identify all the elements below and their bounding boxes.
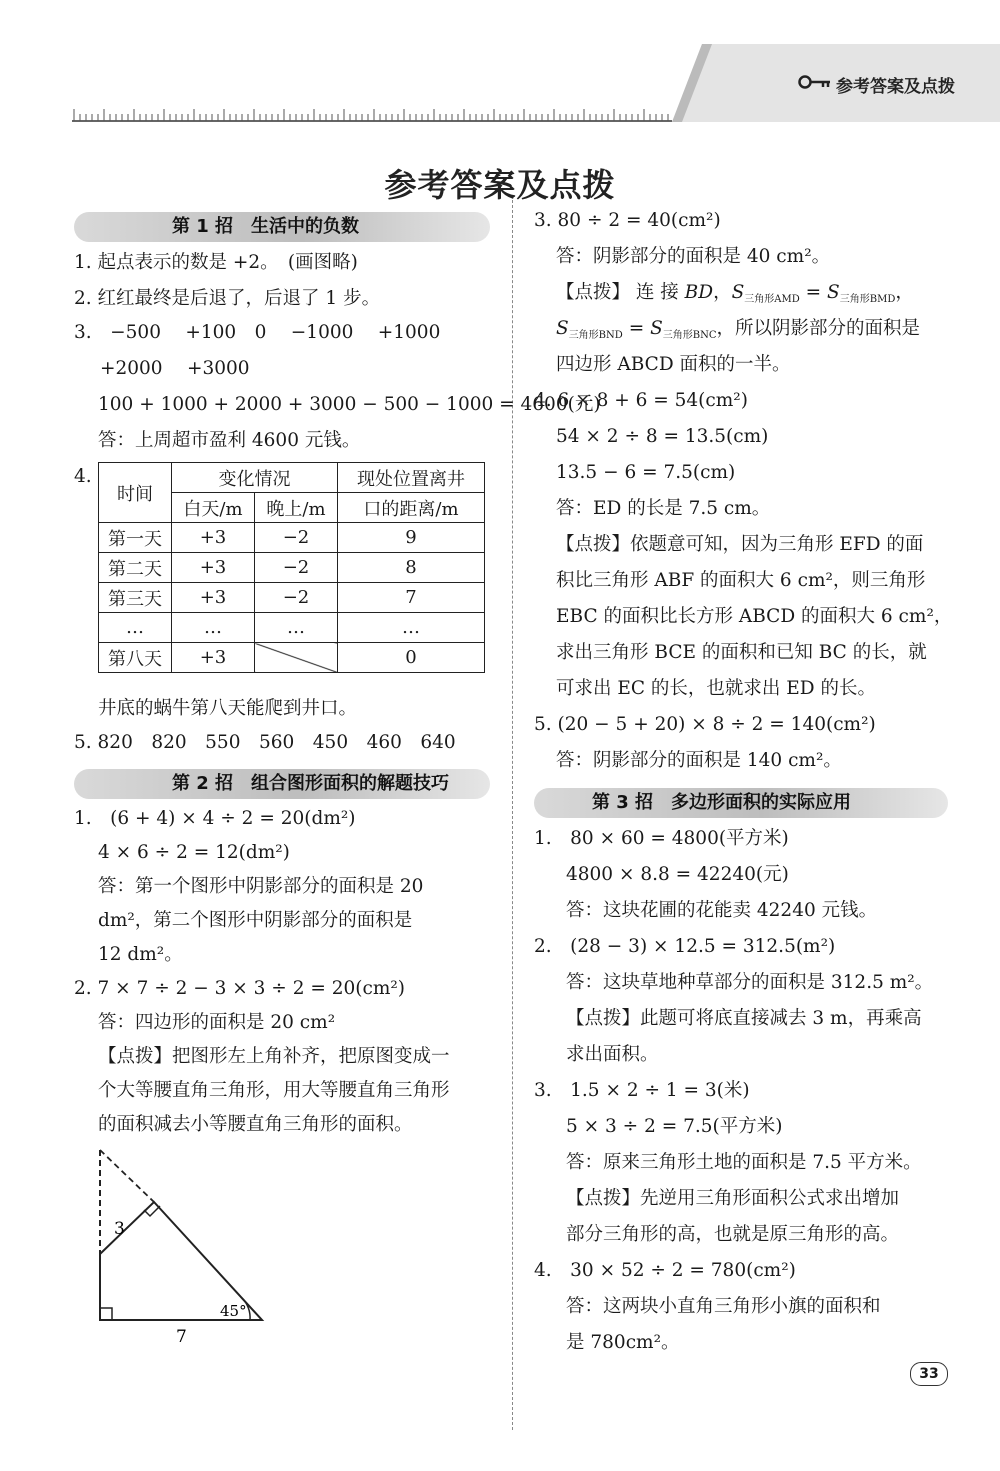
text-line: dm²，第二个图形中阴影部分的面积是	[98, 910, 413, 931]
page-number: 33	[910, 1362, 948, 1386]
text-line: 积比三角形 ABF 的面积大 6 cm²，则三角形	[556, 570, 926, 591]
text-line: 3. 1.5 × 2 ÷ 1 = 3(米)	[534, 1080, 750, 1101]
key-icon	[798, 74, 832, 90]
table-cell: 9	[338, 523, 485, 553]
table-cell: …	[172, 613, 255, 643]
text-line: 3. 80 ÷ 2 = 40(cm²)	[534, 210, 721, 231]
table-header: 变化情况	[172, 463, 338, 493]
section-header-3: 第 3 招 多边形面积的实际应用	[534, 788, 948, 818]
text-line: 答：第一个图形中阴影部分的面积是 20	[98, 876, 424, 897]
table-cell: 7	[338, 583, 485, 613]
text-line: 2. 7 × 7 ÷ 2 − 3 × 3 ÷ 2 = 20(cm²)	[74, 978, 406, 999]
table-header: 晚上/m	[255, 493, 338, 523]
text-line: 答：阴影部分的面积是 140 cm²。	[556, 750, 842, 771]
table-row	[99, 523, 485, 553]
text-line: 部分三角形的高，也就是原三角形的高。	[566, 1224, 900, 1245]
table-row	[99, 553, 485, 583]
table-cell: −2	[255, 523, 338, 553]
text-line: 4.	[74, 466, 92, 487]
text-line: 个大等腰直角三角形，用大等腰直角三角形	[98, 1080, 450, 1101]
text-line: 【点拨】此题可将底直接减去 3 m，再乘高	[566, 1008, 922, 1029]
table-header: 现处位置离井	[338, 463, 485, 493]
table-cell: +3	[172, 583, 255, 613]
table-cell: −2	[255, 553, 338, 583]
text-line: 3. −500 +100 0 −1000 +1000	[74, 322, 441, 343]
text-line: 井底的蜗牛第八天能爬到井口。	[98, 698, 358, 719]
text-line: 2. 红红最终是后退了，后退了 1 步。	[74, 288, 381, 309]
table-cell: …	[99, 613, 172, 643]
table-row	[99, 643, 485, 673]
table-cell: 第二天	[99, 553, 172, 583]
text-line: 13.5 − 6 = 7.5(cm)	[556, 462, 736, 483]
text-line: 答：原来三角形土地的面积是 7.5 平方米。	[566, 1152, 922, 1173]
text-line: 100 + 1000 + 2000 + 3000 − 500 − 1000 = 4600(元)	[98, 394, 601, 415]
text-line: $S_{三角形BND} = S_{三角形BNC}$，所以阴影部分的面积是	[556, 318, 921, 341]
section-header-2: 第 2 招 组合图形面积的解题技巧	[74, 769, 490, 799]
table-cell: 第一天	[99, 523, 172, 553]
text-line: 2. (28 − 3) × 12.5 = 312.5(m²)	[534, 936, 836, 957]
section-header-1: 第 1 招 生活中的负数	[74, 212, 490, 242]
text-line: 5 × 3 ÷ 2 = 7.5(平方米)	[566, 1116, 783, 1137]
table-header: 口的距离/m	[338, 493, 485, 523]
text-line: 答：这两块小直角三角形小旗的面积和	[566, 1296, 881, 1317]
table-cell: +3	[172, 553, 255, 583]
text-line: 答：这块草地种草部分的面积是 312.5 m²。	[566, 972, 934, 993]
text-line: 12 dm²。	[98, 944, 183, 965]
diagonal-cell	[255, 643, 338, 673]
text-line: 4 × 6 ÷ 2 = 12(dm²)	[98, 842, 290, 863]
text-line: 【点拨】先逆用三角形面积公式求出增加	[566, 1188, 900, 1209]
text-line: 是 780cm²。	[566, 1332, 680, 1353]
text-line: 【点拨】 连 接 BD，$S_{三角形AMD} = S_{三角形BMD}$，	[556, 282, 914, 305]
table-header: 时间	[99, 463, 172, 523]
text-line: 54 × 2 ÷ 8 = 13.5(cm)	[556, 426, 769, 447]
header-title: 参考答案及点拨	[836, 77, 955, 97]
ruler-decoration	[72, 104, 672, 122]
text-line: 答：阴影部分的面积是 40 cm²。	[556, 246, 831, 267]
text-line: 答：ED 的长是 7.5 cm。	[556, 498, 771, 519]
text-line: +2000 +3000	[100, 358, 250, 379]
text-line: 求出三角形 BCE 的面积和已知 BC 的长，就	[556, 642, 927, 663]
figure-label: 7	[176, 1327, 187, 1344]
text-line: 答：上周超市盈利 4600 元钱。	[98, 430, 361, 451]
text-line: 4. 6 × 8 + 6 = 54(cm²)	[534, 390, 748, 411]
table-cell: +3	[172, 523, 255, 553]
text-line: 答：四边形的面积是 20 cm²	[98, 1012, 336, 1033]
text-line: 4. 30 × 52 ÷ 2 = 780(cm²)	[534, 1260, 796, 1281]
text-line: 4800 × 8.8 = 42240(元)	[566, 864, 789, 885]
column-divider	[512, 200, 513, 1430]
table-cell: …	[338, 613, 485, 643]
page-title: 参考答案及点拨	[384, 166, 616, 204]
table-cell: 第三天	[99, 583, 172, 613]
table-row	[99, 613, 485, 643]
text-line: 的面积减去小等腰直角三角形的面积。	[98, 1114, 413, 1135]
figure-label: 3	[114, 1219, 125, 1239]
table-cell: 第八天	[99, 643, 172, 673]
text-line: 【点拨】依题意可知，因为三角形 EFD 的面	[556, 534, 924, 555]
triangle-figure	[92, 1144, 272, 1344]
figure-label: 45°	[220, 1302, 247, 1320]
text-line: 1. 80 × 60 = 4800(平方米)	[534, 828, 789, 849]
table-cell: +3	[172, 643, 255, 673]
text-line: 5. (20 − 5 + 20) × 8 ÷ 2 = 140(cm²)	[534, 714, 876, 735]
snail-table	[98, 462, 485, 673]
text-line: 5. 820 820 550 560 450 460 640	[74, 732, 456, 753]
table-cell: …	[255, 613, 338, 643]
text-line: 【点拨】把图形左上角补齐，把原图变成一	[98, 1046, 450, 1067]
text-line: 四边形 ABCD 面积的一半。	[556, 354, 791, 375]
text-line: 1. (6 + 4) × 4 ÷ 2 = 20(dm²)	[74, 808, 356, 829]
text-line: 1. 起点表示的数是 +2。 (画图略)	[74, 252, 358, 273]
table-header: 白天/m	[172, 493, 255, 523]
text-line: 求出面积。	[566, 1044, 659, 1065]
table-row	[99, 583, 485, 613]
table-cell: −2	[255, 583, 338, 613]
table-cell: 0	[338, 643, 485, 673]
text-line: EBC 的面积比长方形 ABCD 的面积大 6 cm²，	[556, 606, 953, 627]
table-cell: 8	[338, 553, 485, 583]
text-line: 可求出 EC 的长，也就求出 ED 的长。	[556, 678, 877, 699]
text-line: 答：这块花圃的花能卖 42240 元钱。	[566, 900, 878, 921]
